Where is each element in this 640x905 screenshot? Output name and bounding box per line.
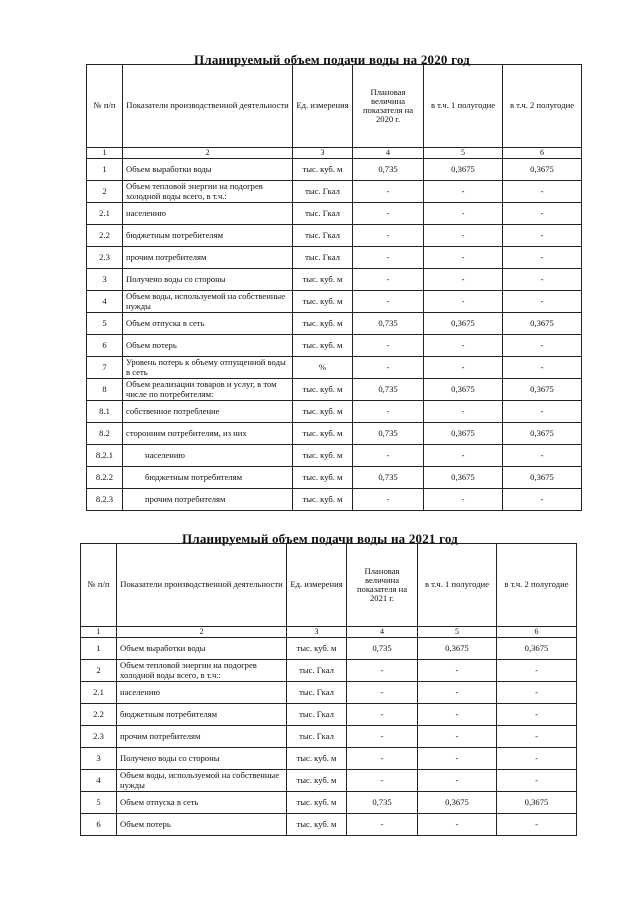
unit-cell: тыс. куб. м xyxy=(293,313,353,335)
half2-value-cell: - xyxy=(497,726,577,748)
row-number-cell: 2.3 xyxy=(87,247,123,269)
half2-value-cell: - xyxy=(497,682,577,704)
half2-value-cell: - xyxy=(497,770,577,792)
indicator-name-cell: Объем реализации товаров и услуг, в том числе по потребителям: xyxy=(123,379,293,401)
half1-value-cell: - xyxy=(424,269,503,291)
unit-cell: тыс. куб. м xyxy=(287,792,347,814)
plan-value-cell: - xyxy=(353,269,424,291)
row-number-cell: 5 xyxy=(81,792,117,814)
index-cell: 5 xyxy=(418,627,497,638)
indicator-name-cell: бюджетным потребителям xyxy=(117,704,287,726)
half1-value-cell: 0,3675 xyxy=(418,792,497,814)
indicator-name-cell: населению xyxy=(123,203,293,225)
half1-value-cell: - xyxy=(418,682,497,704)
indicator-name-cell: Объем отпуска в сеть xyxy=(123,313,293,335)
half1-value-cell: - xyxy=(418,660,497,682)
half1-value-cell: - xyxy=(424,225,503,247)
indicator-name-cell: Объем тепловой энергии на подогрев холодной воды всего, в т.ч.: xyxy=(117,660,287,682)
half2-value-cell: 0,3675 xyxy=(503,313,582,335)
half2-value-cell: - xyxy=(503,489,582,511)
row-number-cell: 1 xyxy=(87,159,123,181)
table-row xyxy=(87,159,582,181)
unit-cell: тыс. куб. м xyxy=(293,159,353,181)
header-cell: в т.ч. 2 полугодие xyxy=(497,544,577,627)
indicator-name-cell: сторонним потребителям, из них xyxy=(123,423,293,445)
half2-value-cell: - xyxy=(503,203,582,225)
row-number-cell: 1 xyxy=(81,638,117,660)
row-number-cell: 5 xyxy=(87,313,123,335)
half1-value-cell: - xyxy=(418,770,497,792)
index-cell: 4 xyxy=(353,148,424,159)
indicator-name-cell: Уровень потерь к объему отпущенной воды в сеть xyxy=(123,357,293,379)
plan-value-cell: - xyxy=(347,726,418,748)
header-cell: Ед. измерения xyxy=(293,65,353,148)
indicator-name-cell: Объем воды, используемой на собственные нужды xyxy=(117,770,287,792)
unit-cell: тыс. Гкал xyxy=(287,726,347,748)
plan-value-cell: - xyxy=(353,489,424,511)
water-supply-table-2020 xyxy=(86,64,582,511)
table-row xyxy=(87,445,582,467)
unit-cell: тыс. куб. м xyxy=(287,748,347,770)
header-cell: в т.ч. 1 полугодие xyxy=(418,544,497,627)
half2-value-cell: - xyxy=(503,357,582,379)
table-row xyxy=(87,203,582,225)
plan-value-cell: - xyxy=(353,181,424,203)
half2-value-cell: - xyxy=(503,445,582,467)
half2-value-cell: - xyxy=(503,225,582,247)
half1-value-cell: - xyxy=(424,335,503,357)
header-cell: в т.ч. 1 полугодие xyxy=(424,65,503,148)
row-number-cell: 8.2.2 xyxy=(87,467,123,489)
unit-cell: тыс. Гкал xyxy=(287,682,347,704)
table-row xyxy=(81,682,577,704)
table-row xyxy=(81,748,577,770)
row-number-cell: 8.2 xyxy=(87,423,123,445)
plan-value-cell: - xyxy=(353,445,424,467)
table-row xyxy=(81,704,577,726)
column-index-row xyxy=(87,148,582,159)
table-row xyxy=(81,770,577,792)
table-row xyxy=(81,792,577,814)
table-row xyxy=(87,335,582,357)
table-row xyxy=(81,660,577,682)
unit-cell: тыс. Гкал xyxy=(293,225,353,247)
unit-cell: % xyxy=(293,357,353,379)
plan-value-cell: - xyxy=(347,682,418,704)
half2-value-cell: 0,3675 xyxy=(503,159,582,181)
half1-value-cell: - xyxy=(418,748,497,770)
half2-value-cell: 0,3675 xyxy=(503,379,582,401)
table-body-2021 xyxy=(81,638,577,836)
header-cell: Показатели производственной деятельности xyxy=(123,65,293,148)
plan-value-cell: - xyxy=(353,291,424,313)
plan-value-cell: 0,735 xyxy=(353,379,424,401)
table-body-2020 xyxy=(87,159,582,511)
indicator-name-cell: Объем отпуска в сеть xyxy=(117,792,287,814)
index-cell: 3 xyxy=(293,148,353,159)
half2-value-cell: - xyxy=(503,335,582,357)
index-cell: 6 xyxy=(503,148,582,159)
row-number-cell: 4 xyxy=(81,770,117,792)
row-number-cell: 3 xyxy=(81,748,117,770)
indicator-name-cell: прочим потребителям xyxy=(123,489,293,511)
indicator-name-cell: Объем тепловой энергии на подогрев холодной воды всего, в т.ч.: xyxy=(123,181,293,203)
half1-value-cell: - xyxy=(424,203,503,225)
unit-cell: тыс. куб. м xyxy=(287,770,347,792)
header-cell: Плановая величина показателя на 2021 г. xyxy=(347,544,418,627)
index-cell: 4 xyxy=(347,627,418,638)
index-cell: 2 xyxy=(123,148,293,159)
row-number-cell: 7 xyxy=(87,357,123,379)
index-cell: 5 xyxy=(424,148,503,159)
half1-value-cell: - xyxy=(418,704,497,726)
half1-value-cell: - xyxy=(424,247,503,269)
table-row xyxy=(87,379,582,401)
header-cell: Плановая величина показателя на 2020 г. xyxy=(353,65,424,148)
plan-value-cell: - xyxy=(347,770,418,792)
unit-cell: тыс. куб. м xyxy=(293,379,353,401)
half1-value-cell: - xyxy=(424,291,503,313)
half2-value-cell: 0,3675 xyxy=(497,638,577,660)
plan-value-cell: 0,735 xyxy=(353,159,424,181)
table-title-2020: Планируемый объем подачи воды на 2020 год xyxy=(194,52,470,67)
table-title-2021: Планируемый объем подачи воды на 2021 год xyxy=(182,531,458,546)
unit-cell: тыс. Гкал xyxy=(293,203,353,225)
header-cell: Ед. измерения xyxy=(287,544,347,627)
half2-value-cell: - xyxy=(497,704,577,726)
indicator-name-cell: бюджетным потребителям xyxy=(123,225,293,247)
table-row xyxy=(87,269,582,291)
plan-value-cell: 0,735 xyxy=(353,423,424,445)
unit-cell: тыс. куб. м xyxy=(287,814,347,836)
half2-value-cell: - xyxy=(503,401,582,423)
unit-cell: тыс. Гкал xyxy=(287,660,347,682)
water-supply-table-2021 xyxy=(80,543,577,836)
row-number-cell: 4 xyxy=(87,291,123,313)
table-row xyxy=(81,726,577,748)
row-number-cell: 2.2 xyxy=(81,704,117,726)
row-number-cell: 2 xyxy=(87,181,123,203)
half2-value-cell: 0,3675 xyxy=(497,792,577,814)
half2-value-cell: - xyxy=(503,181,582,203)
half1-value-cell: 0,3675 xyxy=(418,638,497,660)
header-cell: в т.ч. 2 полугодие xyxy=(503,65,582,148)
table-row xyxy=(87,225,582,247)
table-row xyxy=(87,489,582,511)
plan-value-cell: - xyxy=(353,335,424,357)
index-cell: 2 xyxy=(117,627,287,638)
half1-value-cell: - xyxy=(418,814,497,836)
half1-value-cell: - xyxy=(424,401,503,423)
half2-value-cell: - xyxy=(503,247,582,269)
unit-cell: тыс. куб. м xyxy=(293,291,353,313)
unit-cell: тыс. куб. м xyxy=(293,489,353,511)
table-row xyxy=(81,638,577,660)
half1-value-cell: 0,3675 xyxy=(424,423,503,445)
half1-value-cell: 0,3675 xyxy=(424,313,503,335)
unit-cell: тыс. куб. м xyxy=(293,423,353,445)
unit-cell: тыс. куб. м xyxy=(293,401,353,423)
half1-value-cell: 0,3675 xyxy=(424,159,503,181)
half2-value-cell: 0,3675 xyxy=(503,423,582,445)
half2-value-cell: - xyxy=(497,660,577,682)
indicator-name-cell: Объем воды, используемой на собственные нужды xyxy=(123,291,293,313)
unit-cell: тыс. куб. м xyxy=(287,638,347,660)
table-row xyxy=(87,247,582,269)
row-number-cell: 8 xyxy=(87,379,123,401)
indicator-name-cell: Объем потерь xyxy=(123,335,293,357)
row-number-cell: 2 xyxy=(81,660,117,682)
header-cell: Показатели производственной деятельности xyxy=(117,544,287,627)
plan-value-cell: - xyxy=(353,247,424,269)
indicator-name-cell: Объем потерь xyxy=(117,814,287,836)
plan-value-cell: 0,735 xyxy=(347,638,418,660)
index-cell: 1 xyxy=(87,148,123,159)
unit-cell: тыс. куб. м xyxy=(293,445,353,467)
half1-value-cell: 0,3675 xyxy=(424,467,503,489)
row-number-cell: 8.2.1 xyxy=(87,445,123,467)
table-row xyxy=(87,313,582,335)
indicator-name-cell: Получено воды со стороны xyxy=(123,269,293,291)
table-row xyxy=(87,291,582,313)
unit-cell: тыс. куб. м xyxy=(293,269,353,291)
indicator-name-cell: собственное потребление xyxy=(123,401,293,423)
unit-cell: тыс. Гкал xyxy=(293,247,353,269)
index-cell: 1 xyxy=(81,627,117,638)
row-number-cell: 2.1 xyxy=(87,203,123,225)
column-index-row xyxy=(81,627,577,638)
plan-value-cell: - xyxy=(347,704,418,726)
half1-value-cell: - xyxy=(418,726,497,748)
row-number-cell: 2.1 xyxy=(81,682,117,704)
plan-value-cell: - xyxy=(353,225,424,247)
unit-cell: тыс. куб. м xyxy=(293,335,353,357)
indicator-name-cell: прочим потребителям xyxy=(123,247,293,269)
plan-value-cell: - xyxy=(353,401,424,423)
half1-value-cell: - xyxy=(424,489,503,511)
unit-cell: тыс. Гкал xyxy=(287,704,347,726)
table-row xyxy=(87,401,582,423)
half2-value-cell: - xyxy=(503,269,582,291)
table-row xyxy=(81,814,577,836)
plan-value-cell: - xyxy=(353,203,424,225)
header-row xyxy=(81,544,577,627)
row-number-cell: 8.2.3 xyxy=(87,489,123,511)
plan-value-cell: - xyxy=(347,660,418,682)
header-cell: № п/п xyxy=(87,65,123,148)
indicator-name-cell: Объем выработки воды xyxy=(117,638,287,660)
plan-value-cell: 0,735 xyxy=(353,313,424,335)
row-number-cell: 2.2 xyxy=(87,225,123,247)
indicator-name-cell: бюджетным потребителям xyxy=(123,467,293,489)
half1-value-cell: - xyxy=(424,181,503,203)
plan-value-cell: 0,735 xyxy=(347,792,418,814)
half1-value-cell: - xyxy=(424,445,503,467)
half2-value-cell: - xyxy=(503,291,582,313)
table-row xyxy=(87,423,582,445)
indicator-name-cell: Объем выработки воды xyxy=(123,159,293,181)
row-number-cell: 6 xyxy=(87,335,123,357)
plan-value-cell: - xyxy=(347,814,418,836)
index-cell: 6 xyxy=(497,627,577,638)
table-row xyxy=(87,357,582,379)
header-cell: № п/п xyxy=(81,544,117,627)
unit-cell: тыс. куб. м xyxy=(293,467,353,489)
table-row xyxy=(87,467,582,489)
half1-value-cell: 0,3675 xyxy=(424,379,503,401)
indicator-name-cell: прочим потребителям xyxy=(117,726,287,748)
plan-value-cell: - xyxy=(347,748,418,770)
row-number-cell: 6 xyxy=(81,814,117,836)
row-number-cell: 8.1 xyxy=(87,401,123,423)
index-cell: 3 xyxy=(287,627,347,638)
half1-value-cell: - xyxy=(424,357,503,379)
indicator-name-cell: населению xyxy=(117,682,287,704)
indicator-name-cell: Получено воды со стороны xyxy=(117,748,287,770)
unit-cell: тыс. Гкал xyxy=(293,181,353,203)
row-number-cell: 2.3 xyxy=(81,726,117,748)
table-row xyxy=(87,181,582,203)
half2-value-cell: - xyxy=(497,814,577,836)
half2-value-cell: 0,3675 xyxy=(503,467,582,489)
plan-value-cell: - xyxy=(353,357,424,379)
indicator-name-cell: населению xyxy=(123,445,293,467)
plan-value-cell: 0,735 xyxy=(353,467,424,489)
half2-value-cell: - xyxy=(497,748,577,770)
row-number-cell: 3 xyxy=(87,269,123,291)
header-row xyxy=(87,65,582,148)
